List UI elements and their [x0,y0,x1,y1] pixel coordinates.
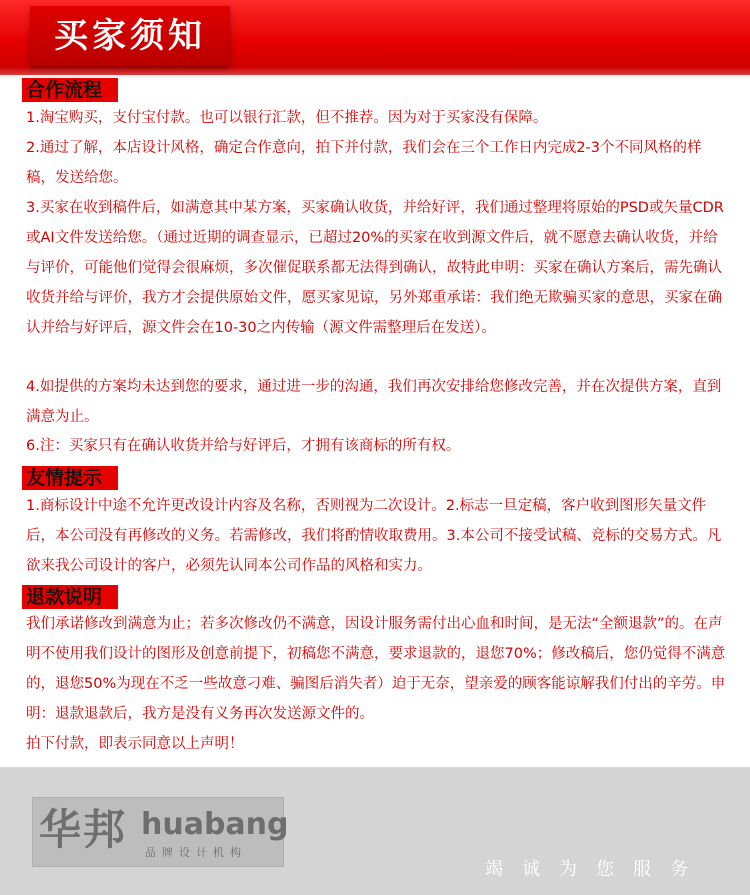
footer [0,767,750,895]
section-heading-refund: 退款说明 [22,585,118,609]
logo-chinese-name: 华邦 [39,805,128,854]
brand-logo [32,797,289,867]
paragraph-refund-1: 我们承诺修改到满意为止；若多次修改仍不满意，因设计服务需付出心血和时间，是无法“全额退款”的。在声明不使用我们设计的图形及创意前提下，初稿您不满意，要求退款的，退您70%；修改稿后，您仍觉得不满意的，退您50%为现在不乏一些故意刁难、骗图后消失者）迫于无奈，望亲爱的顾客能谅解我们付出的辛劳。申明：退款退款后，我方是没有义务再次发送源文件的。 [26,616,726,722]
logo-english-name: huabang [141,807,289,842]
paragraph-cooperation-6: 6.注：买家只有在确认收货并给与好评后，才拥有该商标的所有权。 [26,438,461,454]
paragraph-cooperation-4: 4.如提供的方案均未达到您的要求，通过进一步的沟通，我们再次安排给您修改完善，并在次提供方案，直到满意为止。 [26,379,722,425]
section-heading-cooperation: 合作流程 [22,78,118,102]
paragraph-tips-1: 1.商标设计中途不允许更改设计内容及名称，否则视为二次设计。2.标志一旦定稿，客户收到图形矢量文件后，本公司没有再修改的义务。若需修改，我们将酌情收取费用。3.本公司不接受试稿、竞标的交易方式。凡欲来我公司设计的客户，必须先认同本公司作品的风格和实力。 [26,498,722,574]
footer-slogan: 竭诚为您服务 [485,859,707,880]
banner-tab [30,6,230,66]
logo-subtitle: 品牌设计机构 [145,846,247,859]
page-title: 买家须知 [54,16,206,56]
header-banner [0,0,750,78]
paragraph-cooperation-1: 1.淘宝购买，支付宝付款。也可以银行汇款，但不推荐。因为对于买家没有保障。 [26,110,548,126]
paragraph-cooperation-2: 2.通过了解，本店设计风格，确定合作意向，拍下并付款，我们会在三个工作日内完成2-3个不同风格的样稿，发送给您。 [26,140,702,186]
paragraph-refund-2: 拍下付款，即表示同意以上声明！ [26,736,244,752]
paragraph-cooperation-3: 3.买家在收到稿件后，如满意其中某方案，买家确认收货，并给好评，我们通过整理将原始的PSD或矢量CDR或AI文件发送给您。（通过近期的调查显示，已超过20%的买家在收到源文件后，就不愿意去确认收货，并给与评价，可能他们觉得会很麻烦，多次催促联系都无法得到确认，故特此申明：买家在确认方案后，需先确认收货并给与评价，我方才会提供原始文件，愿买家见谅，另外郑重承诺：我们绝无欺骗买家的意思，买家在确认并给与好评后，源文件会在10-30之内传输（源文件需整理后在发送）。 [26,200,724,336]
section-heading-tips: 友情提示 [22,466,118,490]
